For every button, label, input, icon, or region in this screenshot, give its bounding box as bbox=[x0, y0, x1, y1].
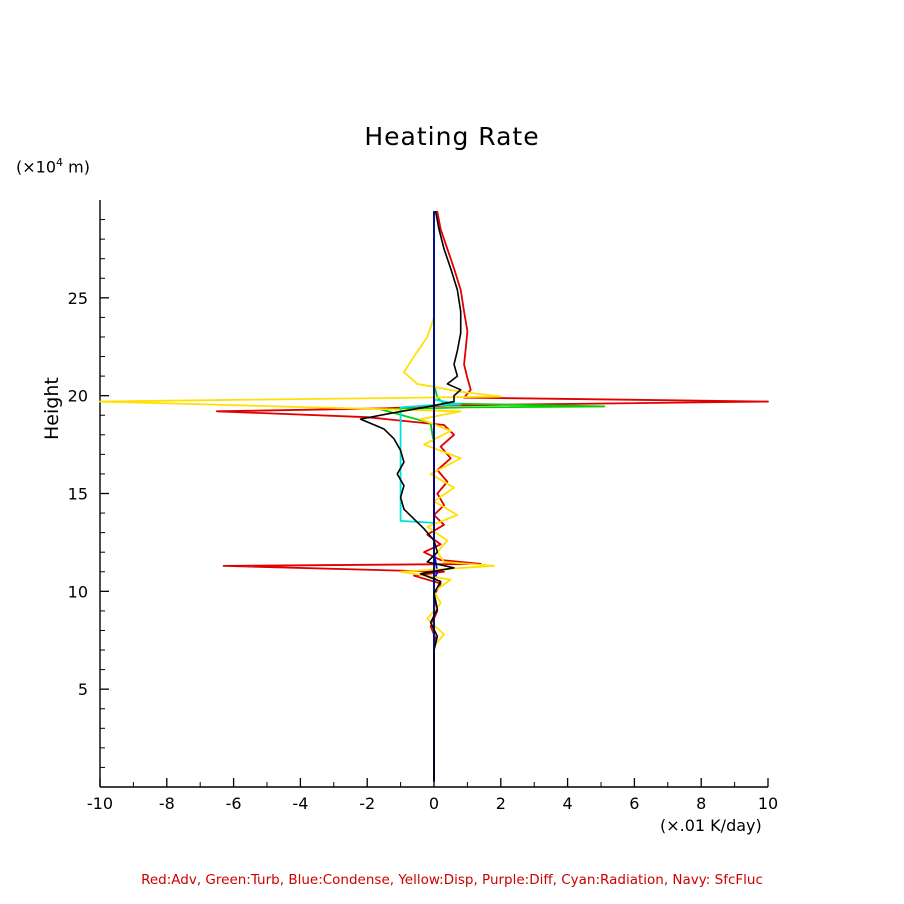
x-tick-label: -2 bbox=[359, 794, 376, 813]
y-axis-units-exponent: 4 bbox=[56, 156, 64, 169]
x-tick-label: -4 bbox=[292, 794, 309, 813]
x-tick-label: 10 bbox=[757, 794, 779, 813]
series-line-total bbox=[361, 212, 461, 781]
x-tick-label: -8 bbox=[158, 794, 175, 813]
y-tick-label: 10 bbox=[67, 582, 88, 602]
y-axis-units-prefix: (×10 bbox=[16, 157, 57, 177]
x-tick-label: -10 bbox=[86, 794, 114, 813]
series-line-turb bbox=[381, 212, 605, 781]
series-line-adv bbox=[217, 212, 768, 781]
x-tick-label: 4 bbox=[562, 794, 573, 813]
series-line-radiation bbox=[401, 212, 461, 781]
y-tick-group bbox=[68, 220, 109, 768]
x-tick-group bbox=[87, 778, 778, 813]
x-tick-label: 0 bbox=[428, 794, 440, 813]
x-axis-units-label: (×.01 K/day) bbox=[660, 816, 762, 835]
x-tick-label: -6 bbox=[225, 794, 242, 813]
x-tick-label: 6 bbox=[629, 794, 640, 813]
y-tick-label: 20 bbox=[67, 386, 88, 406]
y-tick-label: 15 bbox=[67, 484, 88, 504]
series-line-disp bbox=[100, 212, 501, 781]
series-group bbox=[100, 212, 768, 781]
legend: Red:Adv, Green:Turb, Blue:Condense, Yellow:Disp, Purple:Diff, Cyan:Radiation, Navy: SfcFluc bbox=[141, 872, 763, 888]
page-title: Heating Rate bbox=[364, 122, 540, 151]
y-axis-label: Height bbox=[41, 377, 63, 440]
y-tick-label: 25 bbox=[67, 288, 88, 308]
y-axis-units-suffix: m) bbox=[63, 157, 90, 177]
y-tick-label: 5 bbox=[77, 680, 88, 700]
x-tick-label: 8 bbox=[696, 794, 707, 813]
x-tick-label: 2 bbox=[495, 794, 506, 813]
